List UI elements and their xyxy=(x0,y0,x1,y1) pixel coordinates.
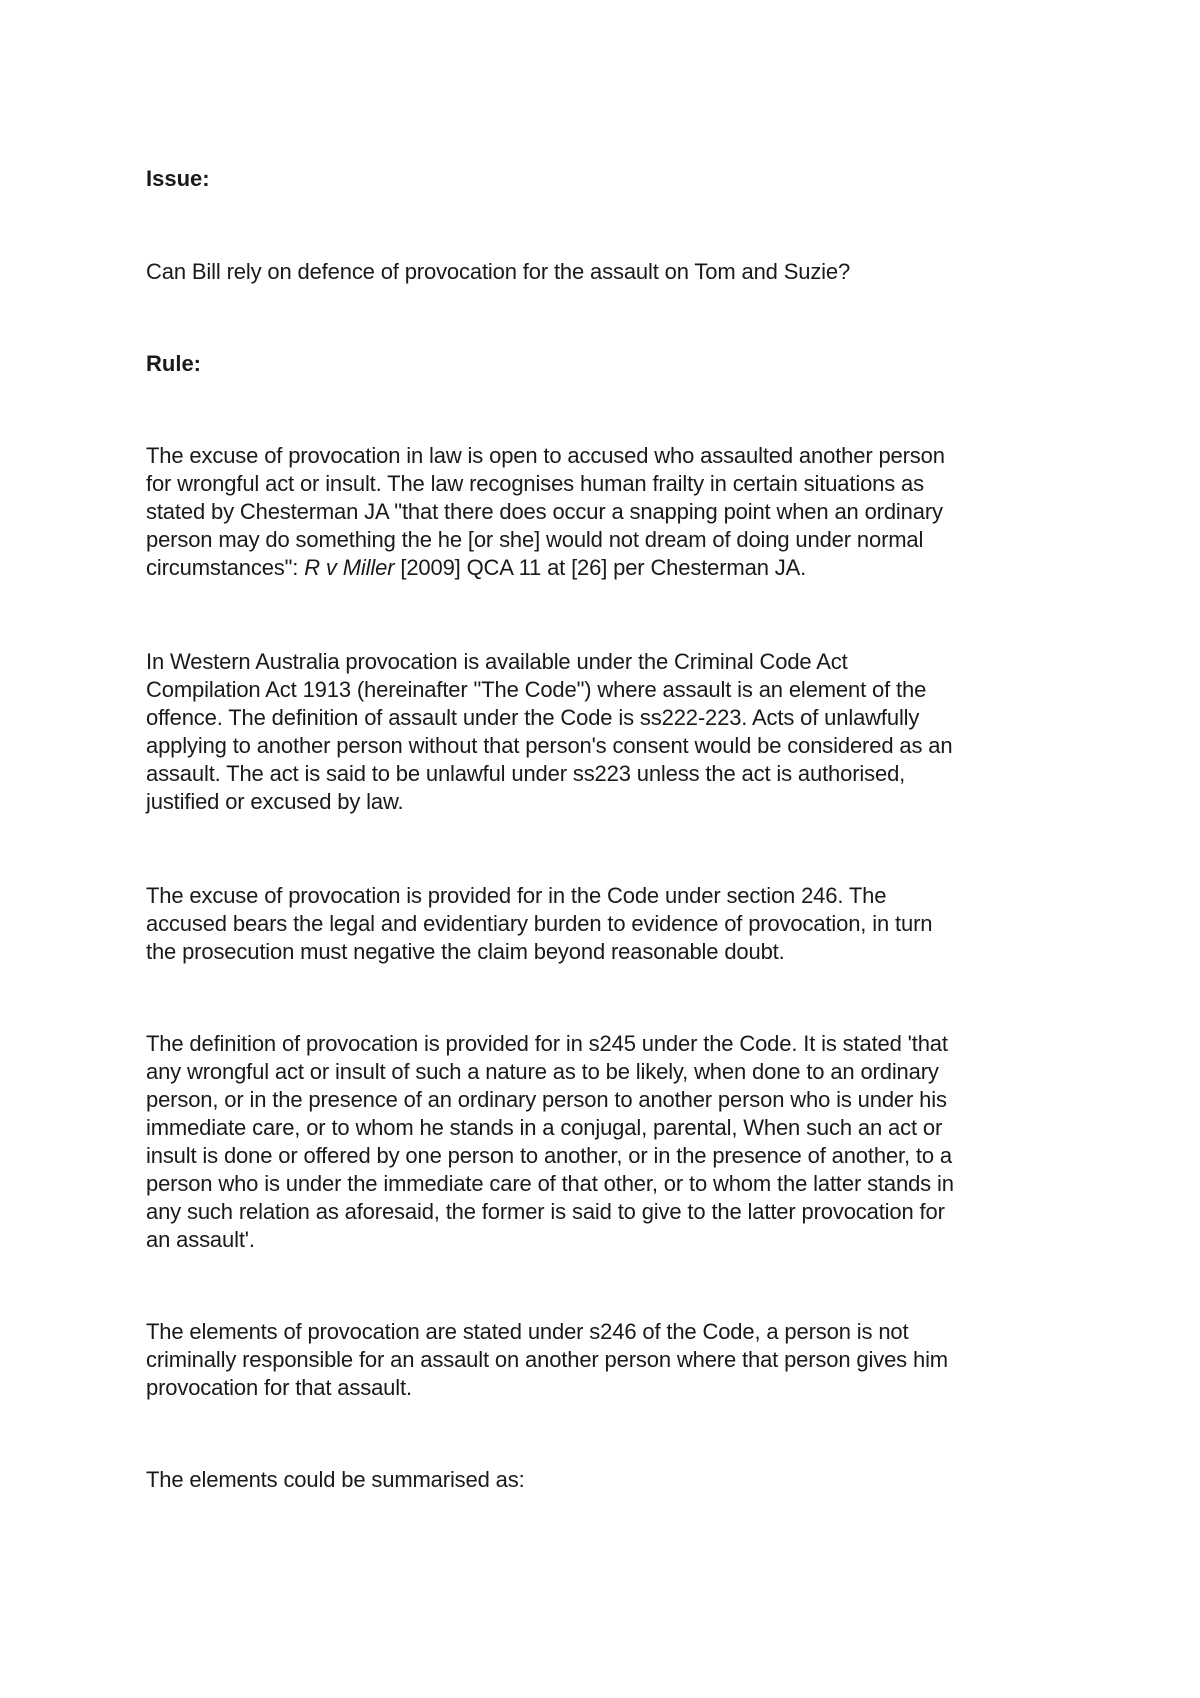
text-line xyxy=(146,554,1071,582)
text-line: criminally responsible for an assault on another person where that person gives him xyxy=(146,1347,948,1372)
rule-heading: Rule: xyxy=(146,351,201,376)
text-line: person may do something the he [or she] would not dream of doing under normal xyxy=(146,527,924,552)
paragraph-elements-summary xyxy=(146,1466,1071,1494)
text-line: person, or in the presence of an ordinary person to another person who is under his xyxy=(146,1087,947,1112)
text-segment: circumstances": xyxy=(146,555,305,580)
paragraph-definition-s245 xyxy=(146,1030,1071,1254)
text-line: immediate care, or to whom he stands in a conjugal, parental, When such an act or xyxy=(146,1115,943,1140)
paragraph-western-australia xyxy=(146,648,1071,816)
text-line: any wrongful act or insult of such a nature as to be likely, when done to an ordinary xyxy=(146,1059,939,1084)
text-line: offence. The definition of assault under the Code is ss222-223. Acts of unlawfully xyxy=(146,705,920,730)
text-line: accused bears the legal and evidentiary burden to evidence of provocation, in turn xyxy=(146,911,933,936)
text-line: assault. The act is said to be unlawful under ss223 unless the act is authorised, xyxy=(146,761,906,786)
paragraph-provocation-excuse xyxy=(146,442,1071,582)
issue-question xyxy=(146,258,1071,286)
text-line: The elements could be summarised as: xyxy=(146,1467,525,1492)
text-line: applying to another person without that person's consent would be considered as an xyxy=(146,733,953,758)
text-line: stated by Chesterman JA "that there does occur a snapping point when an ordinary xyxy=(146,499,943,524)
text-line: The excuse of provocation in law is open to accused who assaulted another person xyxy=(146,443,945,468)
text-line: The elements of provocation are stated under s246 of the Code, a person is not xyxy=(146,1319,909,1344)
text-line: Can Bill rely on defence of provocation for the assault on Tom and Suzie? xyxy=(146,259,851,284)
text-line: insult is done or offered by one person to another, or in the presence of another, to a xyxy=(146,1143,952,1168)
case-citation: R v Miller xyxy=(304,555,395,580)
text-line: justified or excused by law. xyxy=(146,789,404,814)
text-line: person who is under the immediate care of that other, or to whom the latter stands in xyxy=(146,1171,954,1196)
issue-heading: Issue: xyxy=(146,166,210,191)
text-line: for wrongful act or insult. The law recognises human frailty in certain situations as xyxy=(146,471,924,496)
text-line: any such relation as aforesaid, the former is said to give to the latter provocation for xyxy=(146,1199,945,1224)
paragraph-elements-s246 xyxy=(146,1318,1071,1402)
text-line: The definition of provocation is provided for in s245 under the Code. It is stated 'that xyxy=(146,1031,948,1056)
text-segment: [2009] QCA 11 at [26] per Chesterman JA. xyxy=(394,555,807,580)
text-line: Compilation Act 1913 (hereinafter "The Code") where assault is an element of the xyxy=(146,677,927,702)
paragraph-section-246 xyxy=(146,882,1071,966)
text-line: The excuse of provocation is provided for in the Code under section 246. The xyxy=(146,883,887,908)
text-line: an assault'. xyxy=(146,1227,255,1252)
text-line: provocation for that assault. xyxy=(146,1375,412,1400)
text-line: the prosecution must negative the claim beyond reasonable doubt. xyxy=(146,939,785,964)
text-line: In Western Australia provocation is available under the Criminal Code Act xyxy=(146,649,848,674)
